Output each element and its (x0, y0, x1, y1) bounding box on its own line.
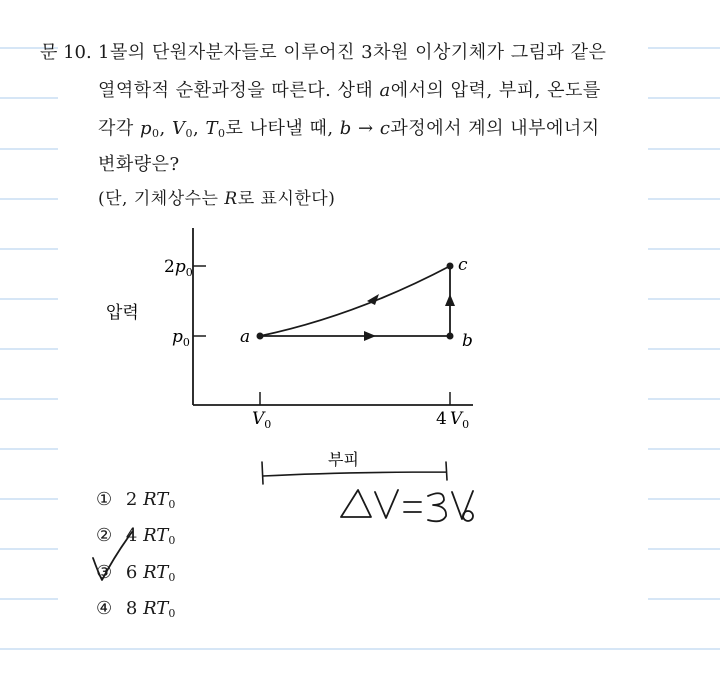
option-value: 2 (125, 489, 138, 510)
process-label: b → c (339, 118, 391, 139)
subscript: 0 (168, 607, 176, 620)
option-marker: ③ (96, 562, 113, 583)
process-ca-curve (260, 266, 450, 336)
ruled-line (648, 198, 720, 200)
y-axis-label: 압력 (106, 303, 139, 323)
ruled-line (648, 47, 720, 49)
ruled-line (648, 598, 720, 600)
gas-constant-symbol: R (224, 189, 238, 209)
question-text: 에서의 압력, 부피, 온도를 (390, 80, 601, 101)
question-text: 과정에서 계의 내부에너지 (390, 118, 600, 139)
question-text: 각각 (98, 118, 140, 139)
option-marker: ④ (96, 598, 113, 619)
ruled-line (0, 198, 58, 200)
ruled-line (648, 148, 720, 150)
ruled-line (0, 398, 58, 400)
option-marker: ② (96, 525, 113, 546)
ruled-line (648, 97, 720, 99)
question-text: 열역학적 순환과정을 따른다. 상태 (98, 80, 380, 101)
question-text: 변화량은? (98, 154, 180, 175)
state-label-b: b (462, 331, 473, 351)
ruled-line (0, 648, 720, 650)
question-text: 1몰의 단원자분자들로 이루어진 3차원 이상기체가 그림과 같은 (98, 42, 607, 63)
subscript: 0 (168, 498, 176, 511)
temperature-symbol: T (205, 118, 218, 139)
ruled-line (0, 97, 58, 99)
state-point-b (447, 333, 454, 340)
ruled-line (0, 298, 58, 300)
question-line-4 (98, 150, 180, 176)
ruled-line (648, 248, 720, 250)
handwritten-annotation (341, 490, 473, 521)
ruled-line (648, 398, 720, 400)
question-line-3 (98, 114, 600, 140)
x-tick-label-v0: $V_0$ (252, 409, 272, 431)
subscript: 0 (168, 571, 176, 584)
process-ab-arrow (364, 331, 376, 341)
question-text: 로 나타낼 때, (225, 118, 340, 139)
answer-option-2[interactable] (96, 525, 175, 547)
option-value: 4 (125, 525, 138, 546)
answer-option-3[interactable] (96, 562, 175, 584)
comma: , (192, 118, 206, 139)
answer-option-4[interactable] (96, 598, 175, 620)
option-marker: ① (96, 489, 113, 510)
ruled-line (648, 448, 720, 450)
state-point-c (447, 263, 454, 270)
ruled-line (0, 598, 58, 600)
ruled-line (0, 498, 58, 500)
x-tick-label-4v0: 4 $V_0$ (436, 409, 470, 431)
process-ca-arrow (367, 294, 379, 305)
subscript: 0 (152, 127, 160, 140)
ruled-line (0, 348, 58, 350)
answer-option-1[interactable] (96, 489, 175, 511)
pressure-symbol: p (140, 118, 153, 139)
y-tick-label-2p0: $2p_0$ (164, 257, 193, 279)
process-bc-arrow (445, 294, 455, 306)
x-axis-label: 부피 (328, 450, 359, 469)
option-value: 6 (125, 562, 138, 583)
question-line-1 (98, 38, 606, 64)
volume-symbol: V (171, 118, 186, 139)
ruled-line (648, 298, 720, 300)
question-number: 문 10. (40, 42, 92, 63)
note-text: (단, 기체상수는 (98, 189, 225, 209)
note-text: 로 표시한다) (237, 189, 336, 209)
subscript: 0 (185, 127, 193, 140)
state-point-a (257, 333, 264, 340)
state-label-a: a (240, 327, 251, 347)
ruled-line (0, 548, 58, 550)
ruled-line (648, 348, 720, 350)
comma: , (159, 118, 172, 139)
ruled-line (0, 448, 58, 450)
state-label-c: c (458, 255, 468, 275)
handwritten-bracket (262, 462, 447, 484)
y-tick-label-p0: $p_0$ (172, 327, 190, 349)
option-value: 8 (125, 598, 138, 619)
state-a-symbol: a (379, 80, 391, 101)
ruled-line (0, 248, 58, 250)
ruled-line (0, 148, 58, 150)
option-symbol: RT (143, 525, 169, 546)
question-line-2 (98, 76, 601, 102)
option-symbol: RT (143, 598, 169, 619)
option-symbol: RT (143, 562, 169, 583)
question-note (98, 184, 335, 209)
option-symbol: RT (143, 489, 169, 510)
subscript: 0 (217, 127, 226, 140)
ruled-line (648, 548, 720, 550)
subscript: 0 (168, 534, 176, 547)
ruled-line (648, 498, 720, 500)
